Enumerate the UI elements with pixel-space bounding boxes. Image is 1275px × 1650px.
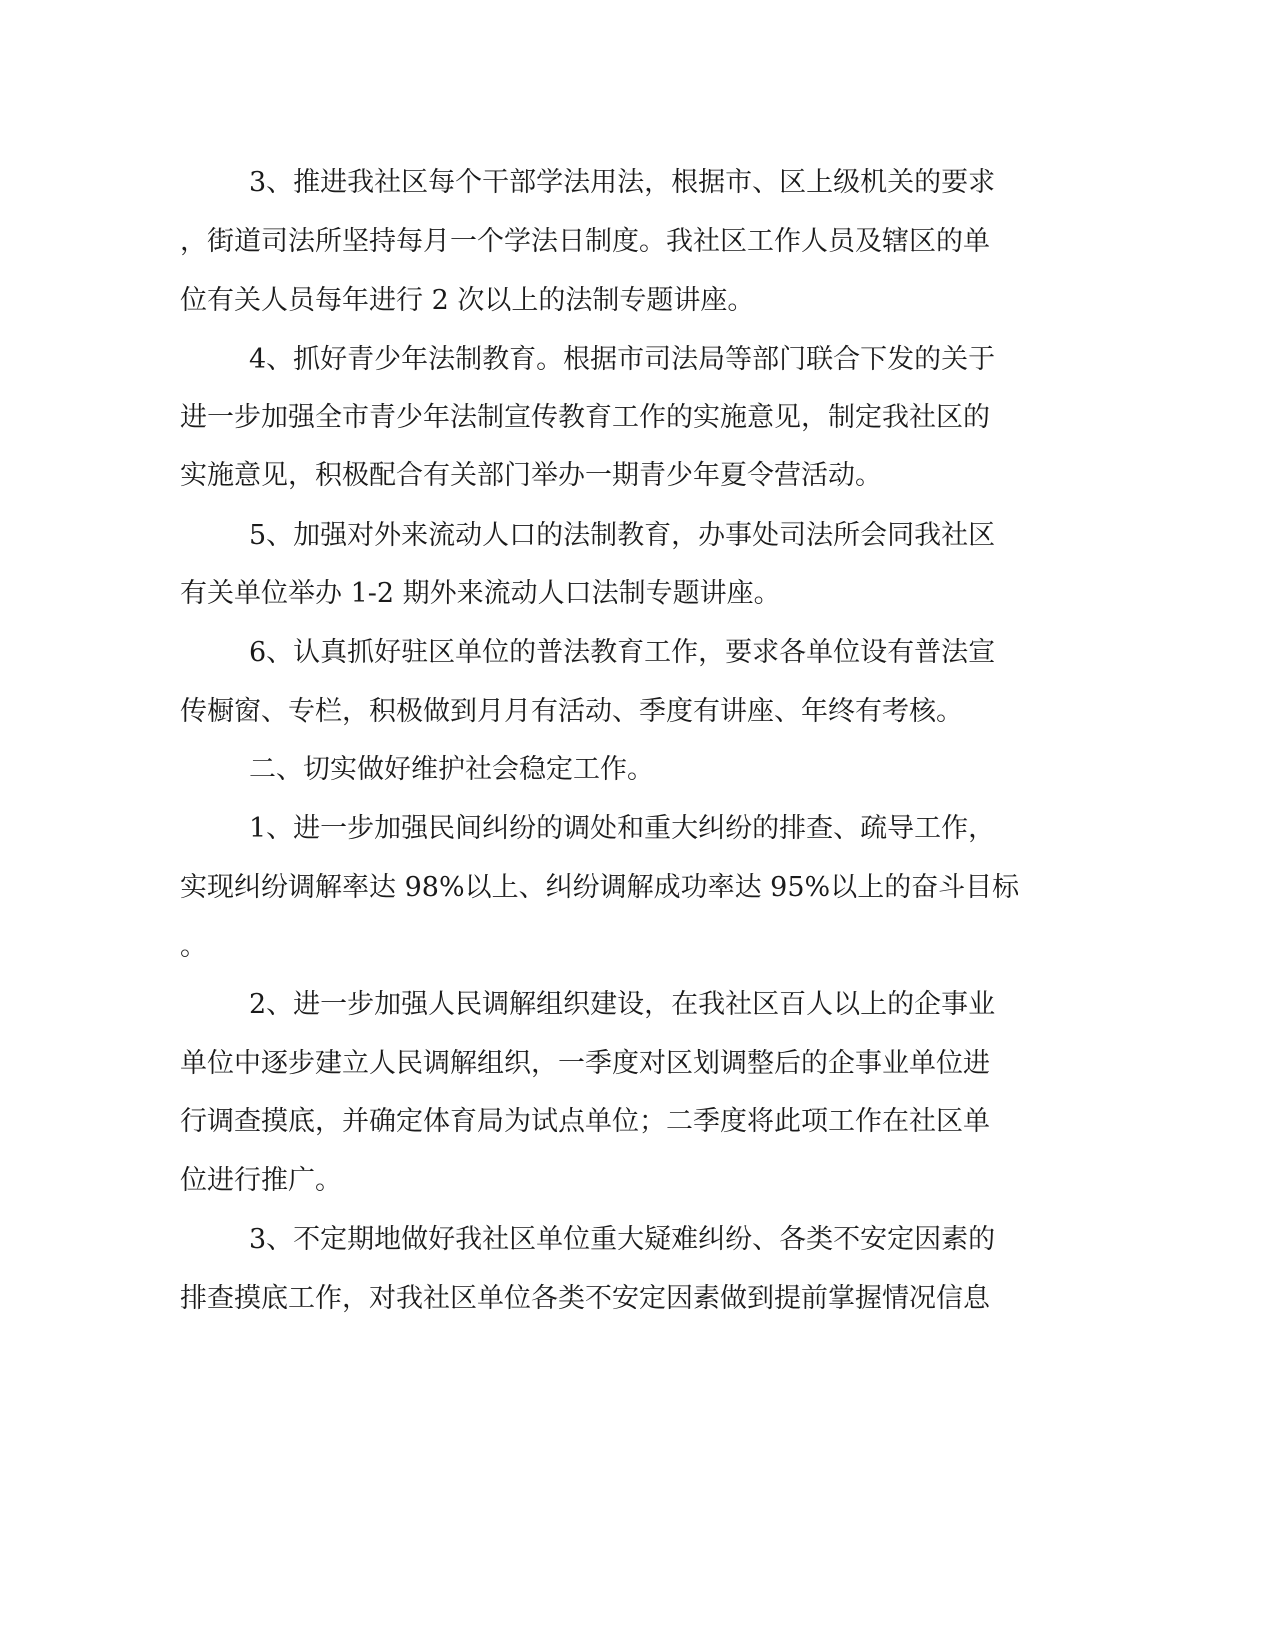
text-line-content: 3、推进我社区每个干部学法用法，根据市、区上级机关的要求 (249, 167, 996, 198)
text-line-content: 传橱窗、专栏，积极做到月月有活动、季度有讲座、年终有考核。 (180, 696, 963, 727)
text-line (0, 163, 1275, 203)
text-line-content: 4、抓好青少年法制教育。根据市司法局等部门联合下发的关于 (249, 344, 996, 375)
text-line (0, 456, 1275, 496)
text-line (0, 633, 1275, 673)
text-line-content: 位进行推广。 (180, 1165, 342, 1196)
text-line-content: 进一步加强全市青少年法制宣传教育工作的实施意见，制定我社区的 (180, 402, 990, 433)
text-line (0, 574, 1275, 614)
text-line (0, 516, 1275, 556)
text-line (0, 398, 1275, 438)
text-line-content: 实现纠纷调解率达 98%以上、纠纷调解成功率达 95%以上的奋斗目标 (180, 872, 1020, 903)
text-line (0, 1220, 1275, 1260)
text-line-content: 1、进一步加强民间纠纷的调处和重大纠纷的排查、疏导工作， (249, 813, 996, 844)
text-line-content: 单位中逐步建立人民调解组织，一季度对区划调整后的企事业单位进 (180, 1048, 990, 1079)
text-line (0, 222, 1275, 262)
text-line (0, 985, 1275, 1025)
text-line (0, 692, 1275, 732)
text-line (0, 1102, 1275, 1142)
text-line-content: 。 (180, 931, 207, 962)
text-line (0, 1044, 1275, 1084)
text-line-content: 位有关人员每年进行 2 次以上的法制专题讲座。 (180, 285, 755, 316)
text-line-content: ，街道司法所坚持每月一个学法日制度。我社区工作人员及辖区的单 (180, 226, 990, 257)
text-line-content: 2、进一步加强人民调解组织建设，在我社区百人以上的企事业 (249, 989, 996, 1020)
text-line-content: 实施意见，积极配合有关部门举办一期青少年夏令营活动。 (180, 460, 882, 491)
text-line (0, 927, 1275, 967)
text-line-content: 5、加强对外来流动人口的法制教育，办事处司法所会同我社区 (249, 520, 996, 551)
text-line-content: 排查摸底工作，对我社区单位各类不安定因素做到提前掌握情况信息 (180, 1283, 990, 1314)
text-line-content: 3、不定期地做好我社区单位重大疑难纠纷、各类不安定因素的 (249, 1224, 996, 1255)
text-line (0, 340, 1275, 380)
text-line (0, 281, 1275, 321)
section-heading-text: 二、切实做好维护社会稳定工作。 (249, 754, 654, 785)
text-line-content: 行调查摸底，并确定体育局为试点单位；二季度将此项工作在社区单 (180, 1106, 990, 1137)
text-line (0, 809, 1275, 849)
text-line (0, 1279, 1275, 1319)
text-line (0, 868, 1275, 908)
section-heading (0, 750, 1275, 790)
text-line-content: 6、认真抓好驻区单位的普法教育工作，要求各单位设有普法宣 (249, 637, 996, 668)
text-line-content: 有关单位举办 1-2 期外来流动人口法制专题讲座。 (180, 578, 781, 609)
text-line (0, 1161, 1275, 1201)
